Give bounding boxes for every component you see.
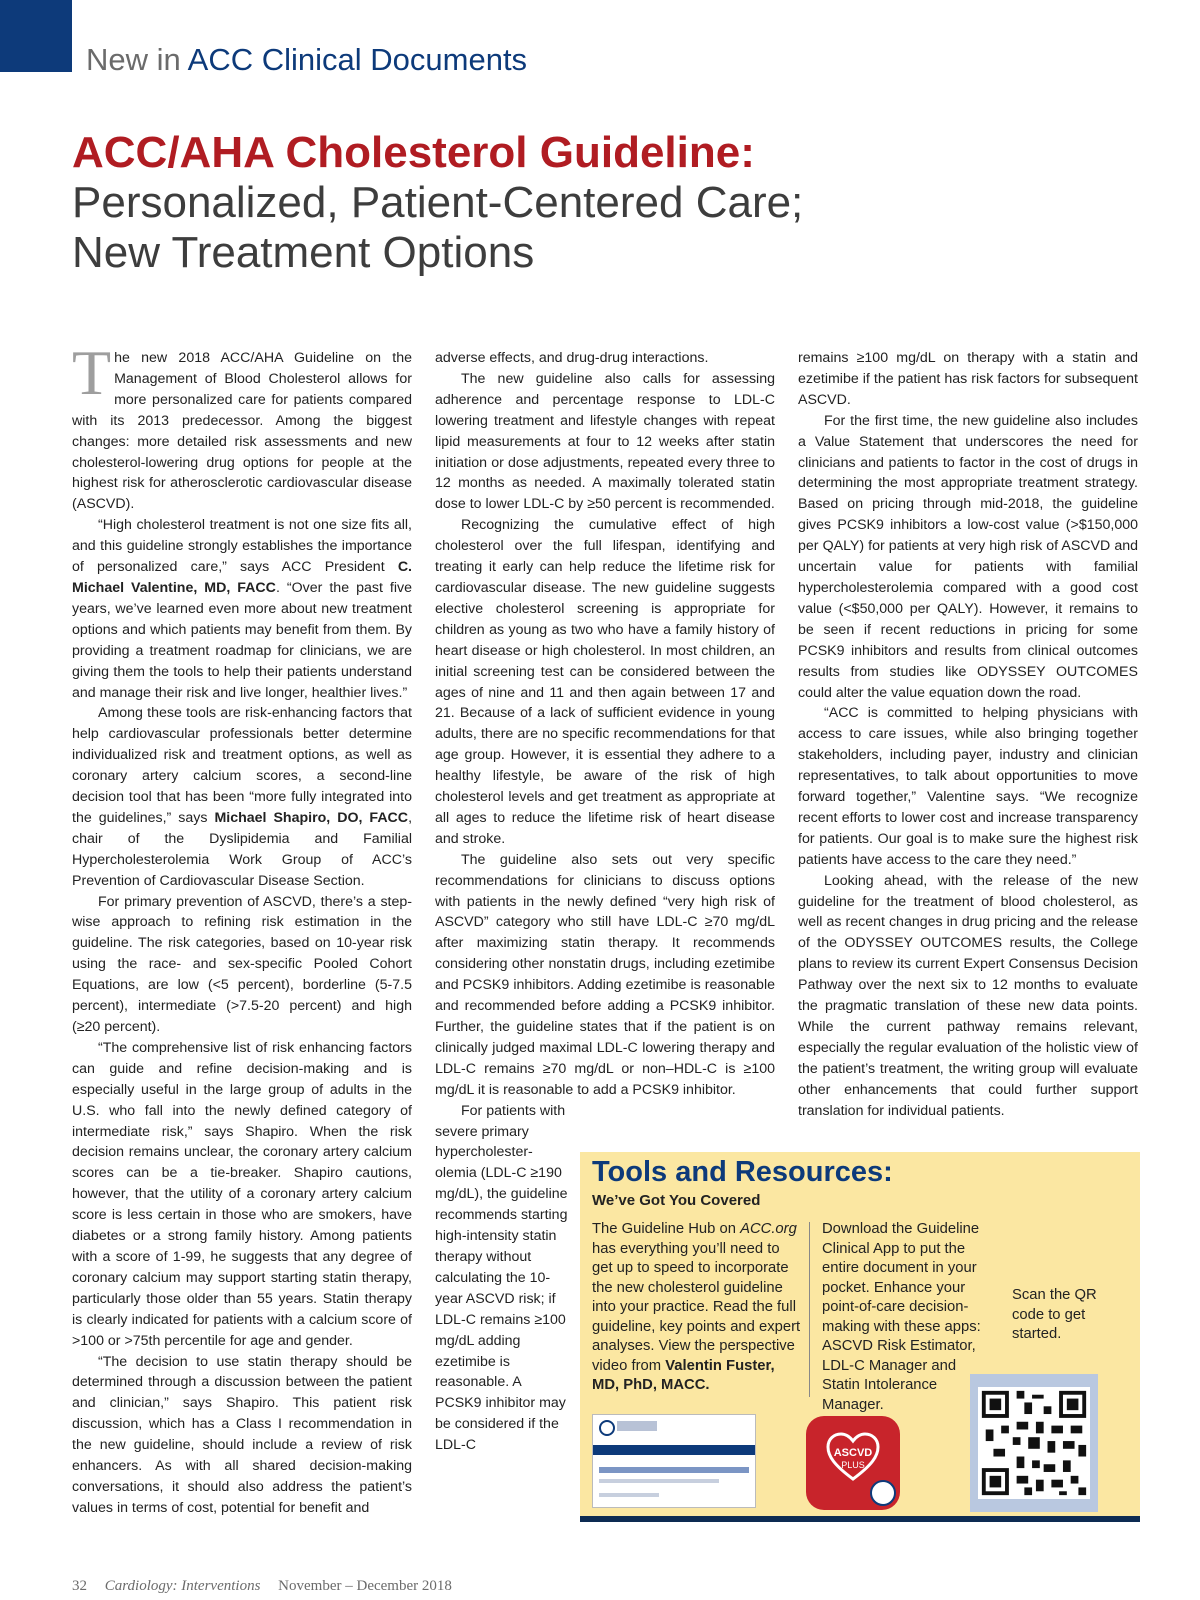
- logo-wordmark: [617, 1421, 657, 1431]
- article-title: ACC/AHA Cholesterol Guideline:: [72, 128, 755, 177]
- corner-accent-block: [0, 0, 72, 72]
- page-number: 32: [72, 1578, 87, 1594]
- guideline-hub-screenshot: [592, 1414, 756, 1508]
- acc-org-link[interactable]: ACC.org: [740, 1221, 797, 1237]
- paragraph: For primary prevention of ASCVD, there’s a step-wise approach to refining risk estimation in the guideline. The risk categories, based on 10-year risk using the race- and sex-specific Pooled Cohort Equations, are low (<5 percent), borderline (5-7.5 percent), intermediate (>7.5-20 percent) and high (≥20 percent).: [72, 893, 412, 1035]
- paragraph: adverse effects, and drug-drug interactions.: [435, 350, 709, 366]
- paragraph-text: “High cholesterol treatment is not one size fits all, and this guideline strongly establishes the importance of personalized care,” says ACC President: [72, 517, 412, 576]
- paragraph: For the first time, the new guideline also includes a Value Statement that underscores the need for clinicians and patients to factor in the cost of drugs in determining the most appropriate treatment strategy. Based on pricing through mid-2018, the guideline gives PCSK9 inhibitors a low-cost value (>$150,000 per QALY) for patients at very high risk of ASCVD and uncertain value for patients with familial hypercholesterolemia compared with a good cost value (<$50,000 per QALY). However, it remains to be seen if recent reductions in pricing for some PCSK9 inhibitors and results from clinical outcomes results from studies like ODYSSEY OUTCOMES could alter the value equation down the road.: [798, 412, 1138, 701]
- acc-logo-icon: [599, 1420, 615, 1436]
- app-icon-label-2: PLUS: [841, 1460, 865, 1470]
- acc-seal-icon: [870, 1480, 896, 1506]
- drop-cap: T: [72, 337, 112, 408]
- box-text: has everything you’ll need to get up to speed to incorporate the new cholesterol guideline into your practice. Read the full guideline, key points and expert analyses. View the perspective video from: [592, 1240, 801, 1374]
- person-name: Michael Shapiro, DO, FACC: [214, 809, 409, 826]
- paragraph-text: , chair of the Dyslipidemia and Familial Hypercholesterolemia Work Group of ACC’s Prevention of Cardiovascular Disease Section.: [72, 809, 413, 889]
- person-name: Valentin Fuster, MD, PhD, MACC.: [592, 1357, 775, 1393]
- article-subtitle-line-1: Personalized, Patient-Centered Care;: [72, 178, 804, 227]
- person-name: C. Michael Valentine, MD, FACC: [72, 559, 412, 596]
- paragraph: [72, 515, 412, 703]
- paragraph: The guideline also sets out very specific recommendations for clinicians to discuss options with patients in the newly defined “very high risk of ASCVD” category who still have LDL-C ≥70 mg/dL after maximizing statin therapy. It recommends considering other nonstatin drugs, including ezetimibe and PCSK9 inhibitors. Adding ezetimibe is reasonable and recommended before adding a PCSK9 inhibitor. Further, the guideline states that if the patient is on clinically judged maximal LDL-C lowering therapy and LDL-C remains ≥70 mg/dL or non–HDL-C is ≥100 mg/dL it is reasonable to add a PCSK9 inhibitor.: [435, 851, 775, 1098]
- body-column-3: [798, 348, 1138, 1122]
- ascvd-plus-app-icon[interactable]: [806, 1416, 900, 1510]
- app-download-text: Download the Guideline Clinical App to put the entire document in your pocket. Enhance your point-of-care decision-making with these apps: ASCVD Risk Estimator, LDL-C Manager and Statin Intolerance Manager.: [822, 1221, 981, 1413]
- text-placeholder: [599, 1479, 719, 1483]
- paragraph: For patients with severe primary hypercholester-olemia (LDL-C ≥190 mg/dL), the guideline recommends starting high-intensity statin therapy without calculating the 10-year ASCVD risk; if LDL-C remains ≥100 mg/dL adding ezetimibe is reasonable. A PCSK9 inhibitor may be considered if the LDL-C: [435, 1102, 568, 1454]
- guideline-hub-text: [592, 1220, 802, 1396]
- box-subtitle: We’ve Got You Covered: [592, 1192, 761, 1209]
- paragraph: [72, 337, 412, 515]
- issue-date: November – December 2018: [278, 1578, 452, 1594]
- qr-instruction-text: Scan the QR code to get started.: [1012, 1287, 1097, 1342]
- paragraph: “The decision to use statin therapy should be determined through a discussion between the patient and clinician,” says Shapiro. This patient risk discussion, which has a Class I recommendation in the new guideline, should include a review of risk enhancers. As with all shared decision-making conversations, it should also address the patient’s values in terms of cost, potential for benefit and: [72, 1353, 412, 1516]
- paragraph: The new guideline also calls for assessing adherence and percentage response to LDL-C lowering treatment and lifestyle changes with repeat lipid measurements at four to 12 weeks after statin initiation or dose adjustments, repeated every three to 12 months as needed. A maximally tolerated statin dose to lower LDL-C by ≥50 percent is recommended.: [435, 370, 775, 513]
- column-divider: [809, 1222, 810, 1397]
- text-placeholder: [599, 1493, 659, 1497]
- tools-resources-box: [580, 1152, 1140, 1522]
- body-column-1: [72, 337, 413, 1519]
- section-name: ACC Clinical Documents: [187, 42, 528, 77]
- qr-code-icon[interactable]: [978, 1384, 1090, 1502]
- heart-icon: [826, 1432, 880, 1482]
- section-prefix: New in: [86, 42, 181, 77]
- nav-bar: [593, 1445, 755, 1455]
- paragraph: [72, 703, 412, 891]
- paragraph-text: he new 2018 ACC/AHA Guideline on the Management of Blood Cholesterol allows for more personalized care for patients compared with its 2013 predecessor. Among the biggest changes: more detailed risk assessments and new cholesterol-lowering drug options for people at the highest risk for atherosclerotic cardiovascular disease (ASCVD).: [72, 350, 412, 513]
- box-text: The Guideline Hub on: [592, 1221, 741, 1237]
- paragraph-text: . “Over the past five years, we’ve learned even more about new treatment options and which patients may benefit from them. By providing a treatment roadmap for clinicians, we are giving them the tools to help their patients understand and manage their risk and live longer, healthier lives.”: [72, 579, 412, 701]
- paragraph: remains ≥100 mg/dL on therapy with a statin and ezetimibe if the patient has risk factors for subsequent ASCVD.: [798, 350, 1138, 408]
- page-footer: [72, 1578, 452, 1595]
- publication-name: Cardiology: Interventions: [104, 1578, 261, 1594]
- paragraph: “The comprehensive list of risk enhancing factors can guide and refine decision-making and is especially useful in the large group of adults in the U.S. who fall into the newly defined category of intermediate risk,” says Shapiro. When the risk decision remains unclear, the coronary artery calcium scores can be a tie-breaker. Shapiro cautions, however, that the utility of a coronary artery calcium score is less certain in those who are smokers, have diabetes or a strong family history. Among patients with a score of 1-99, he suggests that any degree of coronary calcium may support starting statin therapy, particularly those older than 55 years. Statin therapy is clearly indicated for patients with a calcium score of >100 or >75th percentile for age and gender.: [72, 1039, 412, 1349]
- app-icon-label-1: ASCVD: [833, 1447, 873, 1459]
- qr-code-frame: [970, 1374, 1098, 1512]
- headline-placeholder: [599, 1467, 749, 1473]
- box-bottom-rule: [580, 1516, 1140, 1522]
- paragraph: Looking ahead, with the release of the new guideline for the treatment of blood cholesterol, as well as recent changes in drug pricing and the release of the ODYSSEY OUTCOMES results, the College plans to review its current Expert Consensus Decision Pathway over the next six to 12 months to evaluate the pragmatic translation of these new data points. While the current pathway remains relevant, especially the regular evaluation of the holistic view of the patient’s treatment, the writing group will evaluate other enhancements that could further support translation for individual patients.: [798, 872, 1138, 1119]
- box-title: Tools and Resources:: [592, 1156, 893, 1188]
- article-subtitle-line-2: New Treatment Options: [72, 228, 535, 277]
- paragraph: “ACC is committed to helping physicians with access to care issues, while also bringing together stakeholders, including payer, industry and clinician representatives, to talk about opportunities to move forward together,” Valentine says. “We recognize recent efforts to lower cost and increase transparency for patients. Our goal is to make sure the highest risk patients have access to the care they need.”: [798, 705, 1138, 868]
- paragraph-text: Among these tools are risk-enhancing factors that help cardiovascular professionals better determine individualized risk and treatment options, as well as coronary artery calcium scores, a second-line decision tool that has been “more fully integrated into the guidelines,” says: [72, 705, 412, 826]
- paragraph: Recognizing the cumulative effect of high cholesterol over the full lifespan, identifying and treating it early can help reduce the lifetime risk for cardiovascular disease. The new guideline suggests elective cholesterol screening is appropriate for children as young as two who have a family history of heart disease or high cholesterol. In most children, an initial screening test can be considered between the ages of nine and 11 and then again between 17 and 21. Because of a lack of sufficient evidence in young adults, there are no specific recommendations for that age group. However, it is essential they adhere to a healthy lifestyle, be aware of the risk of high cholesterol levels and get treatment as appropriate at all ages to reduce the lifetime risk of heart disease and stroke.: [435, 517, 775, 847]
- section-header: [86, 42, 527, 78]
